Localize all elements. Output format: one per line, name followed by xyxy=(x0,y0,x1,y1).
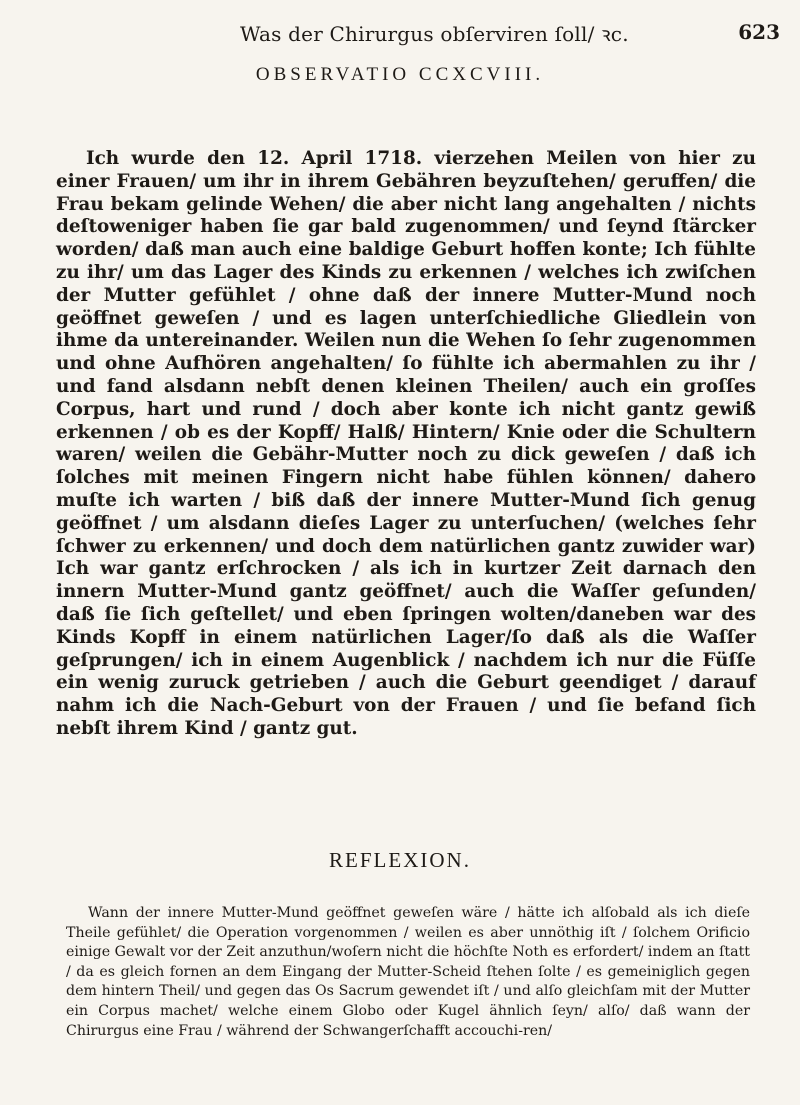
running-head xyxy=(240,14,780,54)
observation-body-text: Ich wurde den 12. April 1718. vierzehen Meilen von hier zu einer Frauen/ um ihr in ihrem Gebähren beyzuſtehen/ geruffen/ die Frau bekam gelinde Wehen/ die aber nicht lang angehalten / nichts deſtoweniger haben ſie gar bald zugenommen/ und ſeynd ſtärcker worden/ daß man auch eine baldige Geburt hoffen konte; Ich fühlte zu ihr/ um das Lager des Kinds zu erkennen / welches ich zwiſchen der Mutter gefühlet / ohne daß der innere Mutter-Mund noch geöffnet geweſen / und es lagen unterſchiedliche Gliedlein von ihme da untereinander. Weilen nun die Wehen ſo ſehr zugenommen und ohne Aufhören angehalten/ ſo fühlte ich abermahlen zu ihr / und fand alsdann nebſt denen kleinen Theilen/ auch ein groſſes Corpus, hart und rund / doch aber konte ich nicht gantz gewiß erkennen / ob es der Kopff/ Halß/ Hintern/ Knie oder die Schultern waren/ weilen die Gebähr-Mutter noch zu dick geweſen / daß ich ſolches mit meinen Fingern nicht habe fühlen können/ dahero muſte ich warten / biß daß der innere Mutter-Mund ſich genug geöffnet / um alsdann dieſes Lager zu unterſuchen/ (welches ſehr ſchwer zu erkennen/ und doch dem natürlichen gantz zuwider war) Ich war gantz erſchrocken / als ich in kurtzer Zeit darnach den innern Mutter-Mund gantz geöffnet/ auch die Waſſer geſunden/ daß ſie ſich geſtellet/ und eben ſpringen wolten/daneben war des Kinds Kopff in einem natürlichen Lager/ſo daß als die Waſſer geſprungen/ ich in einem Augenblick / nachdem ich nur die Füſſe ein wenig zuruck getrieben / auch die Geburt geendiget / darauf nahm ich die Nach-Geburt von der Frauen / und ſie befand ſich nebſt ihrem Kind / gantz gut. xyxy=(56,148,756,739)
reflexion-body-text: Wann der innere Mutter-Mund geöffnet geweſen wäre / hätte ich alſobald als ich dieſe Theile gefühlet/ die Operation vorgenommen / weilen es aber unnöthig iſt / ſolchem Orificio einige Gewalt vor der Zeit anzuthun/woſern nicht die höchſte Noth es erfordert/ indem an ſtatt / da es gleich fornen an dem Eingang der Mutter-Scheid ſtehen ſolte / es gemeiniglich gegen dem hintern Theil/ und gegen das Os Sacrum gewendet iſt / und alſo gleichſam mit der Mutter ein Corpus machet/ welche einem Globo oder Kugel ähnlich ſeyn/ alſo/ daß wann der Chirurgus eine Frau / während der Schwangerſchafft accouchi-ren/ xyxy=(66,905,750,1039)
reflexion-title: REFLEXION. xyxy=(329,848,471,872)
running-head-text: Was der Chirurgus obſerviren ſoll/ ꝛc. xyxy=(240,22,629,46)
page-number: 623 xyxy=(738,20,780,44)
observation-title: OBSERVATIO CCXCVIII. xyxy=(255,64,545,85)
